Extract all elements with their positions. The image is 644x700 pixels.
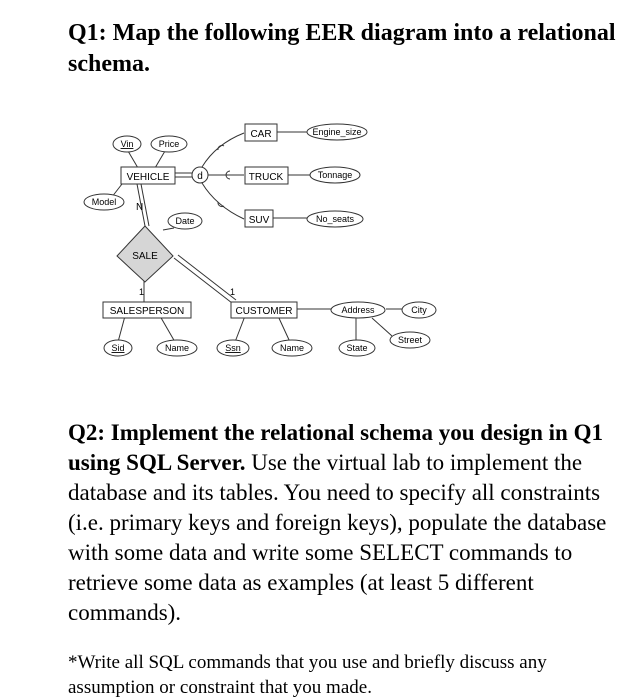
attribute-salesperson-name: [157, 340, 197, 356]
attribute-customer-name: [272, 340, 312, 356]
svg-text:Address: Address: [341, 305, 375, 315]
attribute-street: [390, 332, 430, 348]
attribute-ssn: [217, 340, 249, 356]
svg-text:State: State: [346, 343, 368, 353]
svg-text:Date: Date: [175, 216, 195, 226]
svg-text:Street: Street: [397, 335, 423, 345]
entity-car: [245, 124, 277, 141]
svg-text:SUV: SUV: [248, 215, 270, 226]
attribute-vin: [113, 136, 141, 152]
q2-heading: Q2: Implement the relational schema you design in Q1 using SQL Server.: [68, 420, 603, 475]
attribute-model: [84, 194, 124, 210]
attribute-address: [331, 302, 385, 318]
cardinality-vehicle: N: [136, 202, 144, 213]
svg-text:Engine_size: Engine_size: [312, 127, 362, 137]
svg-text:VEHICLE: VEHICLE: [126, 172, 170, 183]
entity-salesperson: [103, 302, 191, 318]
svg-text:CUSTOMER: CUSTOMER: [235, 306, 293, 317]
q1-heading: Q1: Map the following EER diagram into a relational schema.: [68, 20, 616, 77]
q2-body: Use the virtual lab to implement the database and its tables. You need to specify all constraints (i.e. primary keys and foreign keys), populate the database with some data and write some SELECT commands to retrieve some data as examples (at least 5 different commands).: [68, 450, 607, 625]
svg-text:City: City: [411, 305, 427, 315]
attribute-city: [402, 302, 436, 318]
svg-text:Model: Model: [91, 197, 117, 207]
svg-text:Name: Name: [164, 343, 190, 353]
svg-text:SALE: SALE: [132, 251, 158, 262]
svg-text:Name: Name: [279, 343, 305, 353]
assumption-note: *Write all SQL commands that you use and briefly discuss any assumption or constraint that you made.: [68, 652, 547, 698]
svg-text:d: d: [197, 171, 203, 182]
eer-diagram: [0, 118, 644, 368]
q2-paragraph: [68, 418, 638, 628]
svg-text:Sid: Sid: [111, 343, 125, 353]
attribute-sid: [104, 340, 132, 356]
svg-text:Tonnage: Tonnage: [317, 170, 353, 180]
entity-truck: [245, 167, 288, 184]
entity-vehicle: [121, 167, 175, 184]
svg-text:SALESPERSON: SALESPERSON: [109, 306, 185, 317]
attribute-price: [151, 136, 187, 152]
svg-text:Price: Price: [158, 139, 180, 149]
disjoint-circle: [192, 167, 208, 183]
svg-text:No_seats: No_seats: [315, 214, 355, 224]
svg-text:CAR: CAR: [250, 129, 272, 140]
attribute-state: [339, 340, 375, 356]
svg-text:Vin: Vin: [120, 139, 134, 149]
cardinality-customer: 1: [230, 287, 236, 297]
entity-suv: [245, 210, 273, 227]
attribute-tonnage: [310, 167, 360, 183]
svg-text:Ssn: Ssn: [225, 343, 241, 353]
svg-text:TRUCK: TRUCK: [248, 172, 284, 183]
attribute-no-seats: [307, 211, 363, 227]
attribute-date: [168, 213, 202, 229]
cardinality-salesperson: 1: [139, 287, 145, 297]
attribute-engine-size: [307, 124, 367, 140]
entity-customer: [231, 302, 297, 318]
relationship-sale: [117, 226, 173, 282]
